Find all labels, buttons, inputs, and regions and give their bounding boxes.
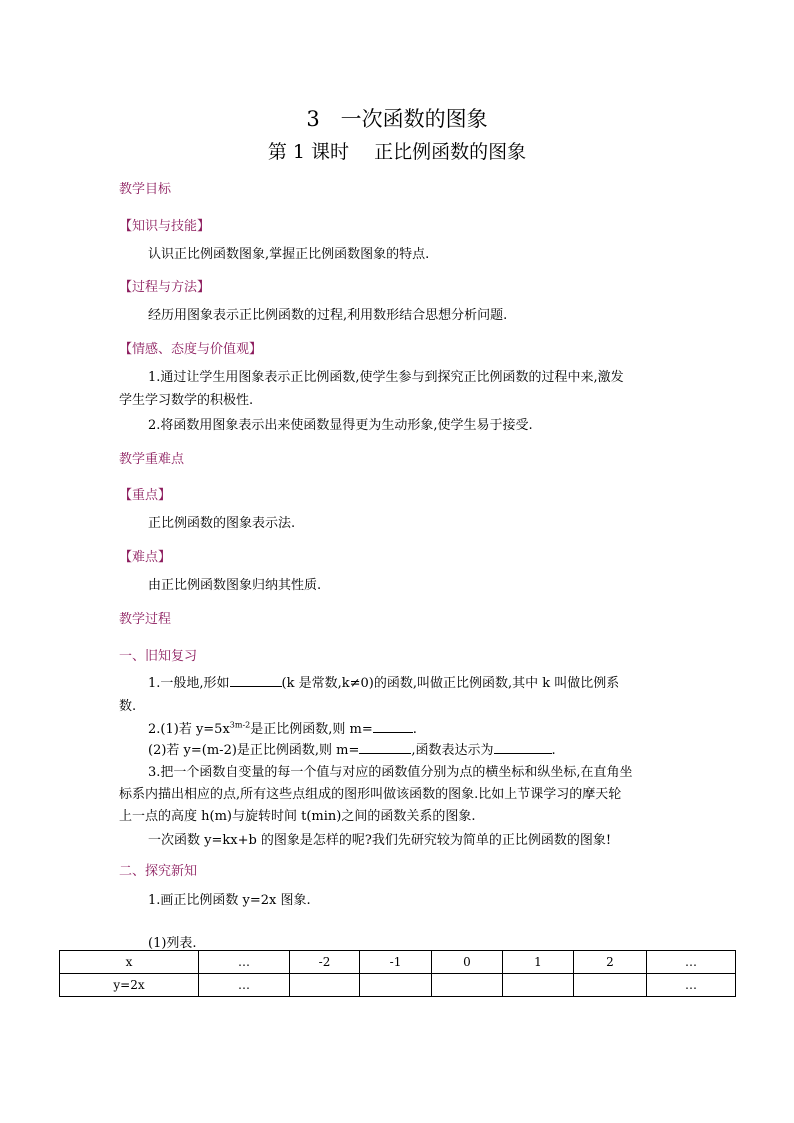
explore-item-1: 1.画正比例函数 y=2x 图象.	[148, 893, 311, 908]
table-row	[60, 974, 736, 997]
text-focus: 正比例函数的图象表示法.	[148, 516, 296, 531]
table-cell	[290, 974, 360, 997]
table-cell: 1	[503, 951, 574, 974]
table-cell: -2	[290, 951, 360, 974]
section-heading-key-points: 教学重难点	[119, 452, 185, 467]
table-cell: x	[60, 951, 199, 974]
text-process-method: 经历用图象表示正比例函数的过程,利用数形结合思想分析问题.	[148, 308, 508, 323]
review-question-3-line-2: 标系内描出相应的点,所有这些点组成的图形叫做该函数的图象.比如上节课学习的摩天轮	[119, 787, 622, 802]
review-question-2: 2.(1)若 $y=5x^{3m-2}$是正比例函数,则 m= .	[148, 720, 417, 737]
exponent: 3m-2	[229, 720, 251, 730]
text-knowledge: 认识正比例函数图象,掌握正比例函数图象的特点.	[148, 247, 430, 262]
label-process-method: 【过程与方法】	[119, 280, 211, 295]
review-question-2-part-2: (2)若 y=(m-2)是正比例函数,则 m= ,函数表达示为 .	[148, 743, 556, 758]
subsection-heading-explore: 二、探究新知	[119, 864, 198, 879]
table-row	[60, 951, 736, 974]
table-cell: -1	[360, 951, 432, 974]
table-cell	[503, 974, 574, 997]
review-question-1-cont: 数.	[119, 699, 137, 714]
explore-step-1: (1)列表.	[148, 936, 197, 951]
text-emotion-1: 1.通过让学生用图象表示正比例函数,使学生参与到探究正比例函数的过程中来,激发	[148, 370, 624, 385]
review-intro: 一次函数 y=kx+b 的图象是怎样的呢?我们先研究较为简单的正比例函数的图象!	[148, 833, 612, 848]
table-cell: …	[647, 974, 736, 997]
fill-blank	[373, 720, 413, 733]
table-cell	[432, 974, 503, 997]
table-cell: …	[199, 974, 290, 997]
review-question-1: 1.一般地,形如 (k 是常数,k≠0)的函数,叫做正比例函数,其中 k 叫做比例系	[148, 676, 620, 691]
label-focus: 【重点】	[119, 488, 172, 503]
review-question-3-line-3: 上一点的高度 h(m)与旋转时间 t(min)之间的函数关系的图象.	[119, 809, 476, 824]
text-emotion-1-cont: 学生学习数学的积极性.	[119, 393, 254, 408]
value-table	[59, 950, 736, 997]
fill-blank	[230, 674, 282, 687]
section-heading-process: 教学过程	[119, 612, 172, 627]
review-question-3-line-1: 3.把一个函数自变量的每一个值与对应的函数值分别为点的横坐标和纵坐标,在直角坐	[148, 765, 633, 780]
table-cell	[360, 974, 432, 997]
label-knowledge: 【知识与技能】	[119, 219, 211, 234]
table-cell: 2	[574, 951, 647, 974]
page-subtitle: 第 1 课时 正比例函数的图象	[267, 141, 527, 163]
subsection-heading-review: 一、旧知复习	[119, 649, 198, 664]
fill-blank	[359, 741, 411, 754]
label-emotion: 【情感、态度与价值观】	[119, 342, 263, 357]
text-difficulty: 由正比例函数图象归纳其性质.	[148, 578, 322, 593]
table-cell: 0	[432, 951, 503, 974]
text-emotion-2: 2.将函数用图象表示出来使函数显得更为生动形象,使学生易于接受.	[148, 418, 533, 433]
label-difficulty: 【难点】	[119, 550, 172, 565]
table-cell	[574, 974, 647, 997]
section-heading-goals: 教学目标	[119, 182, 172, 197]
table-cell: y=2x	[60, 974, 199, 997]
table-cell: …	[647, 951, 736, 974]
fill-blank	[494, 741, 552, 754]
page-title: 3 一次函数的图象	[306, 107, 488, 131]
table-cell: …	[199, 951, 290, 974]
